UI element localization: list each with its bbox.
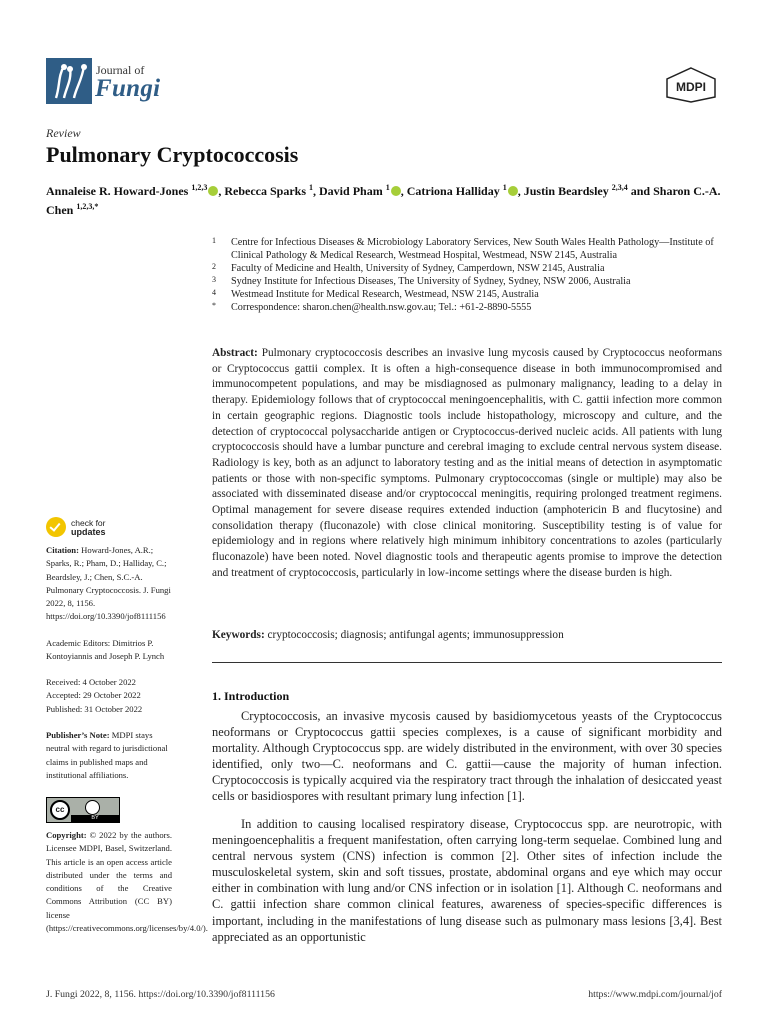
affiliation-text: Centre for Infectious Diseases & Microbiology Laboratory Services, New South Wales Health Pathology—Institute of Clinical Pathology & Medical Research, Westmead Hospital, Westmead, NSW 2145, Australia: [231, 237, 714, 261]
author-affiliation-sup: 2,3,4: [611, 183, 628, 192]
copyright-label: Copyright:: [46, 830, 87, 840]
affiliation-text: Sydney Institute for Infectious Diseases, The University of Sydney, Sydney, NSW 2006, Australia: [231, 276, 631, 287]
affiliation-mark: 2: [212, 262, 216, 271]
affiliation-item: [212, 262, 722, 275]
affiliation-text: Westmead Institute for Medical Research, Westmead, NSW 2145, Australia: [231, 289, 539, 300]
author-affiliation-sup: 1: [309, 183, 314, 192]
published-date: Published: 31 October 2022: [46, 703, 143, 714]
author-name[interactable]: Sharon C.-A. Chen: [46, 184, 721, 217]
keywords-text: cryptococcosis; diagnosis; antifungal agents; immunosuppression: [267, 629, 564, 641]
mdpi-logo-text: MDPI: [676, 80, 706, 94]
orcid-icon[interactable]: [391, 186, 401, 196]
academic-editors: Academic Editors: Dimitrios P. Kontoyiannis and Joseph P. Lynch: [46, 638, 165, 662]
received-date: Received: 4 October 2022: [46, 677, 136, 687]
orcid-icon[interactable]: [508, 186, 518, 196]
footer-journal-url[interactable]: https://www.mdpi.com/journal/jof: [588, 989, 722, 1000]
author-name[interactable]: Annaleise R. Howard-Jones: [46, 184, 192, 198]
affiliation-mark: *: [212, 301, 216, 310]
section-heading-introduction: 1. Introduction: [212, 689, 290, 703]
by-person-icon: [85, 800, 100, 815]
intro-paragraph-1: Cryptococcosis, an invasive mycosis caused by basidiomycetous yeasts of the Cryptococcus neoformans or Cryptococcus gattii species complexes, is a cause of significant morbidity and mortality. Although Cryptococcus spp. are widely distributed in the environment, with over 30 species identified, only two—C. neoformans and C. gattii—cause the majority of human infection. Cryptococcosis is typically acquired via the respiratory tract through the inhalation of desiccated yeast cells or basidiospores with resultant primary lung infection [1].: [212, 709, 722, 804]
publisher-note-text: MDPI stays neutral with regard to jurisdictional claims in published maps and institutional affiliations.: [46, 730, 168, 780]
affiliation-mark: 1: [212, 236, 216, 245]
affiliation-item: [212, 301, 722, 314]
author-joiner: and: [630, 184, 654, 198]
cc-icon: cc: [50, 800, 70, 820]
publisher-note: [46, 729, 172, 782]
orcid-icon[interactable]: [208, 186, 218, 196]
author-name[interactable]: Justin Beardsley: [523, 184, 612, 198]
article-title: Pulmonary Cryptococcosis: [46, 142, 299, 167]
keywords: [212, 628, 722, 643]
author-name[interactable]: Rebecca Sparks: [224, 184, 310, 198]
author-name[interactable]: Catriona Halliday: [406, 184, 503, 198]
check-for-updates-line1: check for: [71, 518, 106, 528]
mdpi-logo-icon: [665, 67, 717, 103]
copyright-text: © 2022 by the authors. Licensee MDPI, Basel, Switzerland. This article is an open access article distributed under the terms and conditions of the Creative Commons Attribution (CC BY) license (https://creativecommons.org/licenses/by/4.0/).: [46, 830, 208, 934]
citation-block: [46, 544, 172, 624]
publisher-note-label: Publisher’s Note:: [46, 730, 110, 740]
affiliation-text: Faculty of Medicine and Health, University of Sydney, Camperdown, NSW 2145, Australia: [231, 263, 605, 274]
affiliation-item: [212, 288, 722, 301]
author-affiliation-sup: 1: [502, 183, 507, 192]
section-divider: [212, 662, 722, 663]
copyright-block: [46, 829, 208, 935]
footer-citation[interactable]: J. Fungi 2022, 8, 1156. https://doi.org/10.3390/jof8111156: [46, 989, 275, 1000]
journal-logo-icon: [46, 58, 92, 104]
citation-text[interactable]: Howard-Jones, A.R.; Sparks, R.; Pham, D.; Halliday, C.; Beardsley, J.; Chen, S.C.-A. Pulmonary Cryptococcosis. J. Fungi 2022, 8, 1156. https://doi.org/10.3390/jof8111156: [46, 545, 171, 622]
publication-dates: [46, 676, 172, 716]
abstract-text: Pulmonary cryptococcosis describes an invasive lung mycosis caused by Cryptococcus neoformans or Cryptococcus gattii complex. It is often a high-consequence disease in both immunocompromised and immunocompetent populations, and may be misdiagnosed as pulmonary malignancy, leading to a delay in therapy. Epidemiology follows that of cryptococcal meningoencephalitis, with C. gattii infection more common in certain geographic regions. Diagnostic tools include histopathology, microscopy and culture, and the detection of cryptococcal polysaccharide antigen or Cryptococcus-derived nucleic acids. All patients with lung cryptococcosis should have a lumbar puncture and cerebral imaging to exclude central nervous system disease. Radiology is key, both as an adjunct to laboratory testing and as the initial means of detection in asymptomatic patients or those with non-specific symptoms. Pulmonary cryptococcomas (single or multiple) may also be associated with disseminated disease and/or cryptococcal meningitis, requiring prolonged treatment regimens. Optimal management for severe disease requires extended induction (amphotericin B and flucytosine) and consolidation therapy (fluconazole) with close clinical monitoring. Susceptibility testing is of value for epidemiology and in regions where relatively high minimum inhibitory concentrations to azoles (particularly fluconazole) have been noted. Novel diagnostic tools and therapeutic agents promise to improve the detection and treatment of cryptococcosis, particularly in low-income settings where the disease burden is high.: [212, 347, 722, 579]
intro-paragraph-2: In addition to causing localised respiratory disease, Cryptococcus spp. are neurotropic, with meningoencephalitis a frequent manifestation, often carrying long-term sequelae. Combined lung and central nervous system (CNS) infection is common [2]. Other sites of infection include the musculoskeletal system, skin and soft tissues, prostate, abdominal organs and eye which may occur either in combination with lung and/or CNS infection or in isolation [1]. Although C. neoformans and C. gattii infection share common clinical features, awareness of species-specific differences is important, including in the manifestations of lung disease such as pulmonary mass lesions [3,4]. Best appreciated as an opportunistic: [212, 817, 722, 944]
author-list: Annaleise R. Howard-Jones $^{1,2,3}$ , Rebecca Sparks $^1$, David Pham $^1$ , Catriona Halliday $^1$ , Justin Beardsley $^{2,3,4}$ and Sharon C.-A. Chen $^{1,2,3,*}$: [46, 183, 721, 217]
affiliation-item: [212, 236, 722, 262]
by-label: BY: [71, 815, 119, 822]
affiliation-text: Correspondence: sharon.chen@health.nsw.gov.au; Tel.: +61-2-8890-5555: [231, 302, 532, 313]
journal-name: Fungi: [95, 75, 161, 102]
author-affiliation-sup: 1,2,3: [191, 183, 208, 192]
article-type: Review: [46, 126, 81, 140]
author-name[interactable]: David Pham: [319, 184, 386, 198]
author-affiliation-sup: 1: [385, 183, 390, 192]
citation-label: Citation:: [46, 545, 79, 555]
cc-by-license-badge[interactable]: [46, 797, 120, 823]
affiliation-mark: 3: [212, 275, 216, 284]
affiliations: [212, 236, 722, 314]
affiliation-mark: 4: [212, 288, 216, 297]
abstract: [212, 346, 722, 582]
author-affiliation-sup: 1,2,3,*: [76, 202, 99, 211]
journal-of-label: Journal of: [96, 63, 145, 77]
accepted-date: Accepted: 29 October 2022: [46, 690, 141, 701]
abstract-label: Abstract:: [212, 347, 258, 359]
check-for-updates-line2: updates: [71, 527, 106, 537]
check-for-updates-icon: [46, 517, 66, 537]
keywords-label: Keywords:: [212, 629, 265, 641]
check-for-updates-button[interactable]: [46, 517, 136, 543]
affiliation-item: [212, 275, 722, 288]
